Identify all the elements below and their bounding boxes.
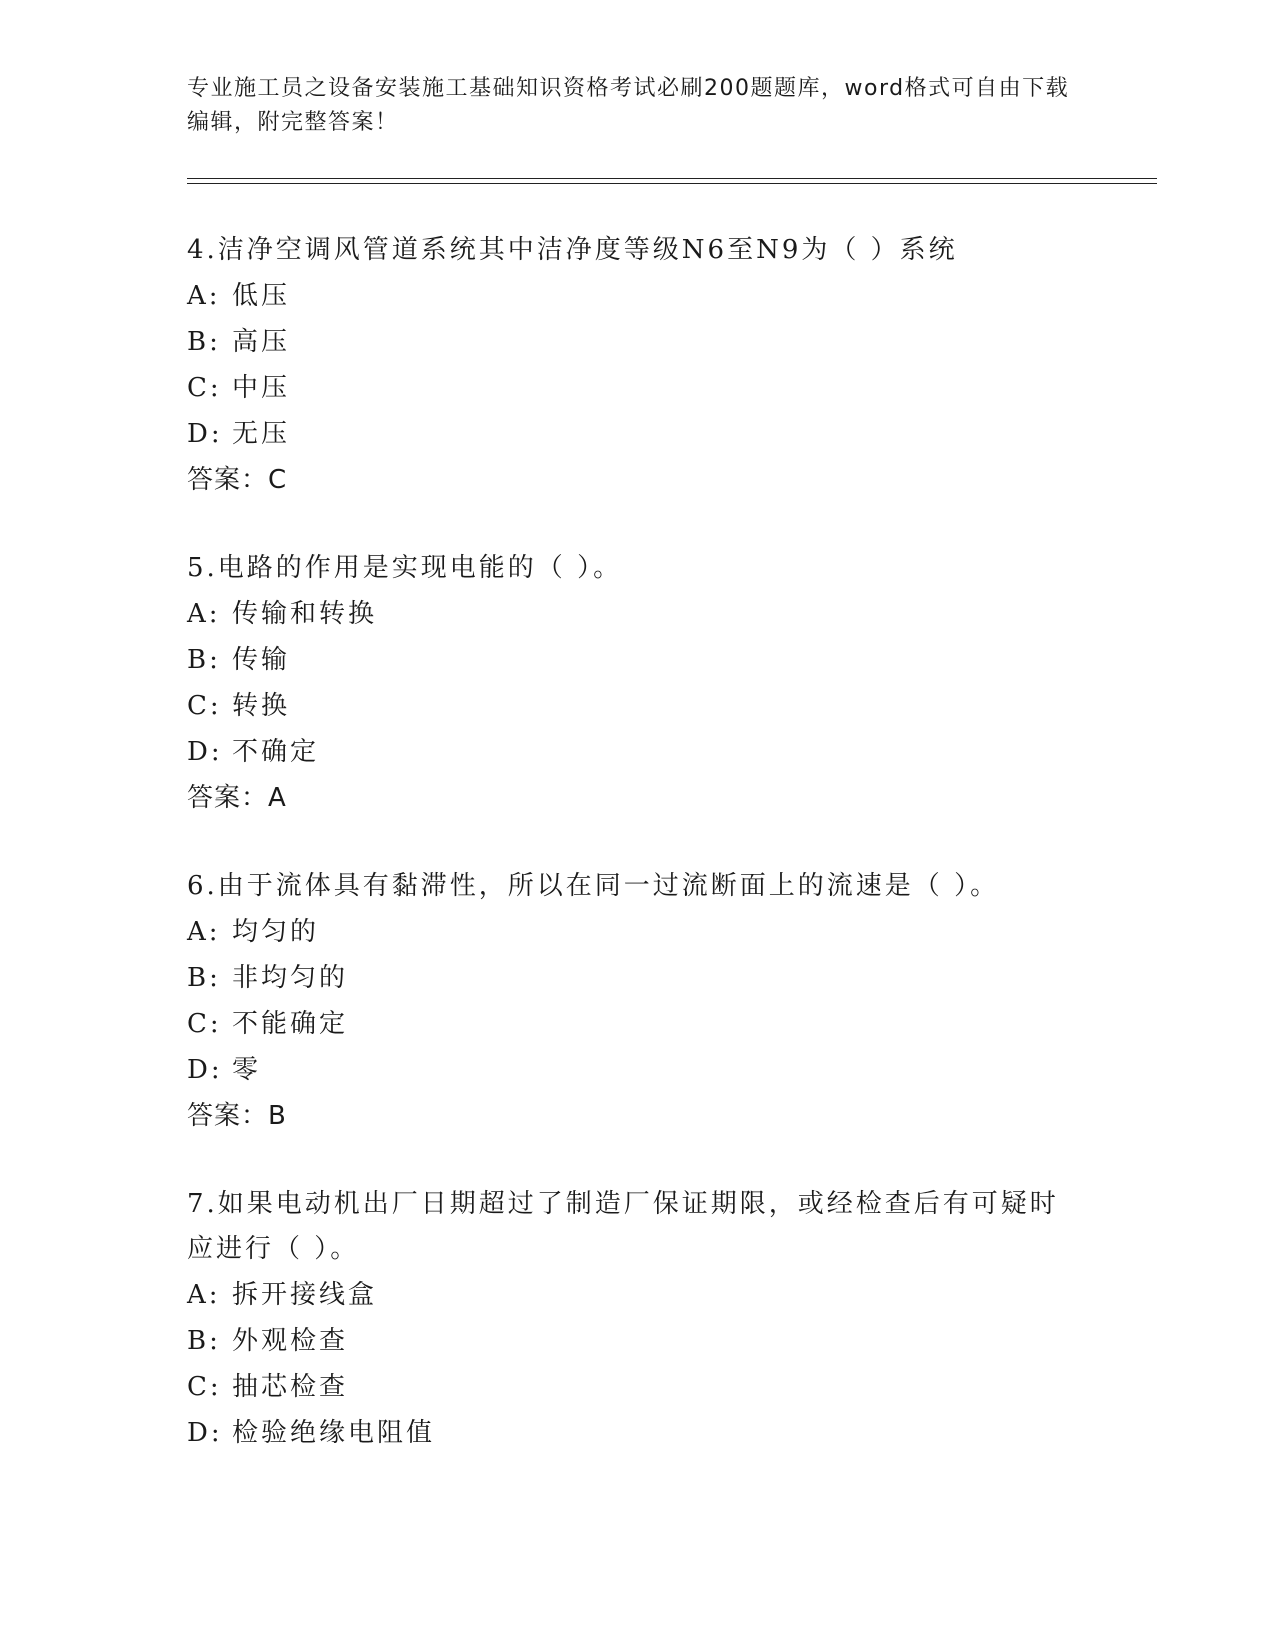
document-header: 专业施工员之设备安装施工基础知识资格考试必刷200题题库，word格式可自由下载编辑，附完整答案！ (187, 76, 1070, 135)
question-stem: 7.如果电动机出厂日期超过了制造厂保证期限，或经检查后有可疑时应进行（ ）。 (187, 1189, 1059, 1264)
option-a (187, 909, 1087, 955)
option-text: 传输 (232, 645, 291, 675)
option-c (187, 365, 1087, 411)
option-key: D: (187, 737, 223, 767)
option-key: C: (187, 691, 222, 721)
option-text: 无压 (232, 419, 291, 449)
option-text: 抽芯检查 (232, 1372, 349, 1402)
option-key: B: (187, 327, 221, 357)
header-divider-top (187, 178, 1157, 179)
option-b (187, 955, 1087, 1001)
option-text: 低压 (232, 281, 291, 311)
question-4 (187, 228, 1087, 503)
option-c (187, 683, 1087, 729)
question-7 (187, 1182, 1087, 1456)
option-b (187, 319, 1087, 365)
question-6 (187, 864, 1087, 1139)
option-d (187, 729, 1087, 775)
option-key: A: (187, 917, 221, 947)
answer-text: 答案：A (187, 783, 287, 813)
option-text: 拆开接线盒 (232, 1280, 378, 1310)
option-key: A: (187, 1280, 221, 1310)
option-text: 不确定 (232, 737, 320, 767)
option-a (187, 591, 1087, 637)
option-key: B: (187, 963, 221, 993)
option-d (187, 411, 1087, 457)
option-text: 不能确定 (232, 1009, 349, 1039)
option-text: 中压 (232, 373, 291, 403)
option-text: 转换 (232, 691, 291, 721)
option-key: B: (187, 1326, 221, 1356)
option-b (187, 1318, 1087, 1364)
option-a (187, 273, 1087, 319)
option-c (187, 1001, 1087, 1047)
option-key: D: (187, 1055, 223, 1085)
question-stem: 6.由于流体具有黏滞性，所以在同一过流断面上的流速是（ ）。 (187, 871, 1000, 901)
header-divider-bottom (187, 183, 1157, 184)
option-key: D: (187, 1418, 223, 1448)
option-text: 非均匀的 (232, 963, 349, 993)
option-b (187, 637, 1087, 683)
question-5 (187, 546, 1087, 821)
option-key: C: (187, 1372, 222, 1402)
option-d (187, 1410, 1087, 1456)
option-key: A: (187, 599, 221, 629)
option-c (187, 1364, 1087, 1410)
option-key: B: (187, 645, 221, 675)
option-text: 高压 (232, 327, 291, 357)
option-text: 零 (232, 1055, 262, 1085)
option-key: D: (187, 419, 223, 449)
option-key: C: (187, 1009, 222, 1039)
option-key: A: (187, 281, 221, 311)
option-a (187, 1272, 1087, 1318)
option-text: 外观检查 (232, 1326, 349, 1356)
option-text: 均匀的 (232, 917, 320, 947)
option-key: C: (187, 373, 222, 403)
option-text: 传输和转换 (232, 599, 378, 629)
answer-text: 答案：C (187, 465, 288, 495)
question-stem: 5.电路的作用是实现电能的（ ）。 (187, 553, 623, 583)
option-text: 检验绝缘电阻值 (232, 1418, 436, 1448)
answer-text: 答案：B (187, 1101, 287, 1131)
option-d (187, 1047, 1087, 1093)
question-stem: 4.洁净空调风管道系统其中洁净度等级N6至N9为（ ）系统 (187, 235, 958, 265)
